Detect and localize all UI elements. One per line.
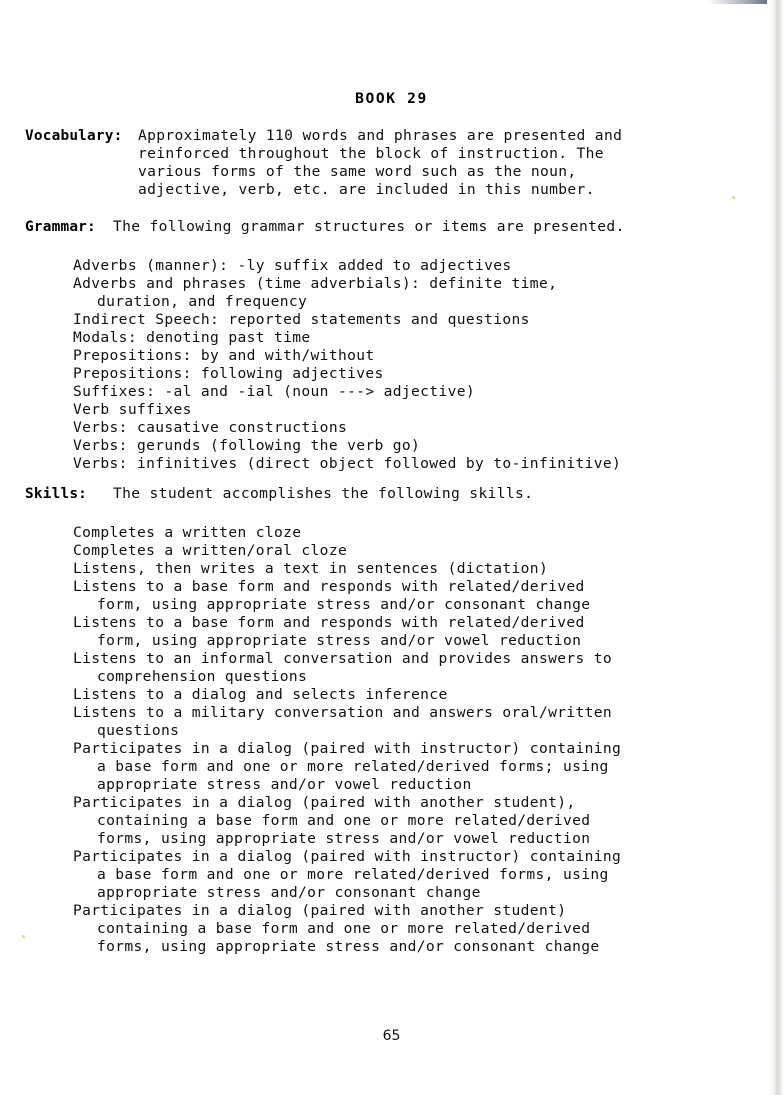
skills-item-line3: forms, using appropriate stress and/or consonant change [97, 938, 600, 955]
grammar-intro-text: The following grammar structures or items are presented. [113, 218, 625, 235]
grammar-item-line1: Adverbs (manner): -ly suffix added to adjectives [73, 257, 512, 274]
skills-item [73, 704, 773, 740]
grammar-label: Grammar: [25, 219, 96, 235]
skills-item [73, 794, 773, 848]
grammar-item-line1: Verbs: gerunds (following the verb go) [73, 437, 421, 454]
skills-item [73, 650, 773, 686]
skills-item-line1: Listens to an informal conversation and provides answers to [73, 650, 613, 667]
skills-item-line1: Listens to a base form and responds with related/derived [73, 614, 585, 631]
skills-item-line2: a base form and one or more related/derived forms, using [97, 866, 609, 883]
skills-item-line1: Completes a written/oral cloze [73, 542, 348, 559]
vocabulary-label: Vocabulary: [25, 128, 123, 144]
skills-item [73, 614, 773, 650]
grammar-item-line1: Verbs: causative constructions [73, 419, 348, 436]
grammar-item [73, 311, 773, 329]
grammar-item-line1: Suffixes: -al and -ial (noun ---> adjective) [73, 383, 475, 400]
grammar-item [73, 401, 773, 419]
vocabulary-line-4: adjective, verb, etc. are included in this number. [138, 181, 595, 198]
grammar-item [73, 437, 773, 455]
grammar-item [73, 383, 773, 401]
grammar-item-line1: Indirect Speech: reported statements and questions [73, 311, 530, 328]
page-title: BOOK 29 [355, 90, 428, 107]
scan-speck-artifact [22, 935, 25, 938]
grammar-item-line1: Modals: denoting past time [73, 329, 311, 346]
skills-item-line2: questions [97, 722, 180, 739]
skills-item-line1: Completes a written cloze [73, 524, 302, 541]
skills-label: Skills: [25, 486, 88, 502]
vocabulary-line-3: various forms of the same word such as the noun, [138, 163, 577, 180]
grammar-item [73, 275, 773, 311]
skills-item [73, 740, 773, 794]
grammar-item-line1: Prepositions: by and with/without [73, 347, 375, 364]
skills-item-list [73, 524, 773, 956]
section-skills [25, 485, 765, 503]
skills-item [73, 524, 773, 542]
scan-corner-artifact [707, 0, 767, 4]
skills-item-line1: Listens to a base form and responds with related/derived [73, 578, 585, 595]
grammar-item [73, 329, 773, 347]
grammar-item-line1: Adverbs and phrases (time adverbials): definite time, [73, 275, 558, 292]
grammar-item-line1: Verbs: infinitives (direct object followed by to-infinitive) [73, 455, 622, 472]
skills-item [73, 560, 773, 578]
section-vocabulary [25, 127, 765, 198]
skills-item [73, 848, 773, 902]
skills-item-line3: forms, using appropriate stress and/or vowel reduction [97, 830, 591, 847]
skills-item-line3: appropriate stress and/or consonant change [97, 884, 481, 901]
grammar-item-line1: Verb suffixes [73, 401, 192, 418]
grammar-item-list [73, 257, 773, 473]
skills-item-line2: a base form and one or more related/derived forms; using [97, 758, 609, 775]
skills-item-line1: Listens, then writes a text in sentences (dictation) [73, 560, 549, 577]
skills-item-line1: Listens to a military conversation and answers oral/written [73, 704, 613, 721]
skills-item-line2: containing a base form and one or more related/derived [97, 812, 591, 829]
grammar-item [73, 365, 773, 383]
grammar-item [73, 257, 773, 275]
skills-intro-text: The student accomplishes the following skills. [113, 485, 534, 502]
skills-item [73, 542, 773, 560]
page-number: 65 [382, 1028, 401, 1044]
section-grammar [25, 218, 765, 236]
grammar-item [73, 347, 773, 365]
skills-item-line2: containing a base form and one or more related/derived [97, 920, 591, 937]
skills-item [73, 578, 773, 614]
skills-item-line1: Participates in a dialog (paired with another student), [73, 794, 576, 811]
skills-item [73, 902, 773, 956]
grammar-item-line1: Prepositions: following adjectives [73, 365, 384, 382]
skills-item-line2: form, using appropriate stress and/or vowel reduction [97, 632, 582, 649]
skills-item [73, 686, 773, 704]
skills-item-line1: Participates in a dialog (paired with another student) [73, 902, 567, 919]
scan-speck-artifact [732, 196, 735, 199]
vocabulary-line-2: reinforced throughout the block of instruction. The [138, 145, 604, 162]
skills-item-line1: Participates in a dialog (paired with instructor) containing [73, 740, 622, 757]
vocabulary-line-1: Approximately 110 words and phrases are presented and [138, 127, 623, 144]
skills-item-line3: appropriate stress and/or vowel reduction [97, 776, 472, 793]
grammar-item [73, 419, 773, 437]
skills-item-line1: Listens to a dialog and selects inference [73, 686, 448, 703]
grammar-item-line2: duration, and frequency [97, 293, 308, 310]
grammar-item [73, 455, 773, 473]
skills-item-line2: form, using appropriate stress and/or consonant change [97, 596, 591, 613]
skills-item-line2: comprehension questions [97, 668, 308, 685]
skills-item-line1: Participates in a dialog (paired with instructor) containing [73, 848, 622, 865]
